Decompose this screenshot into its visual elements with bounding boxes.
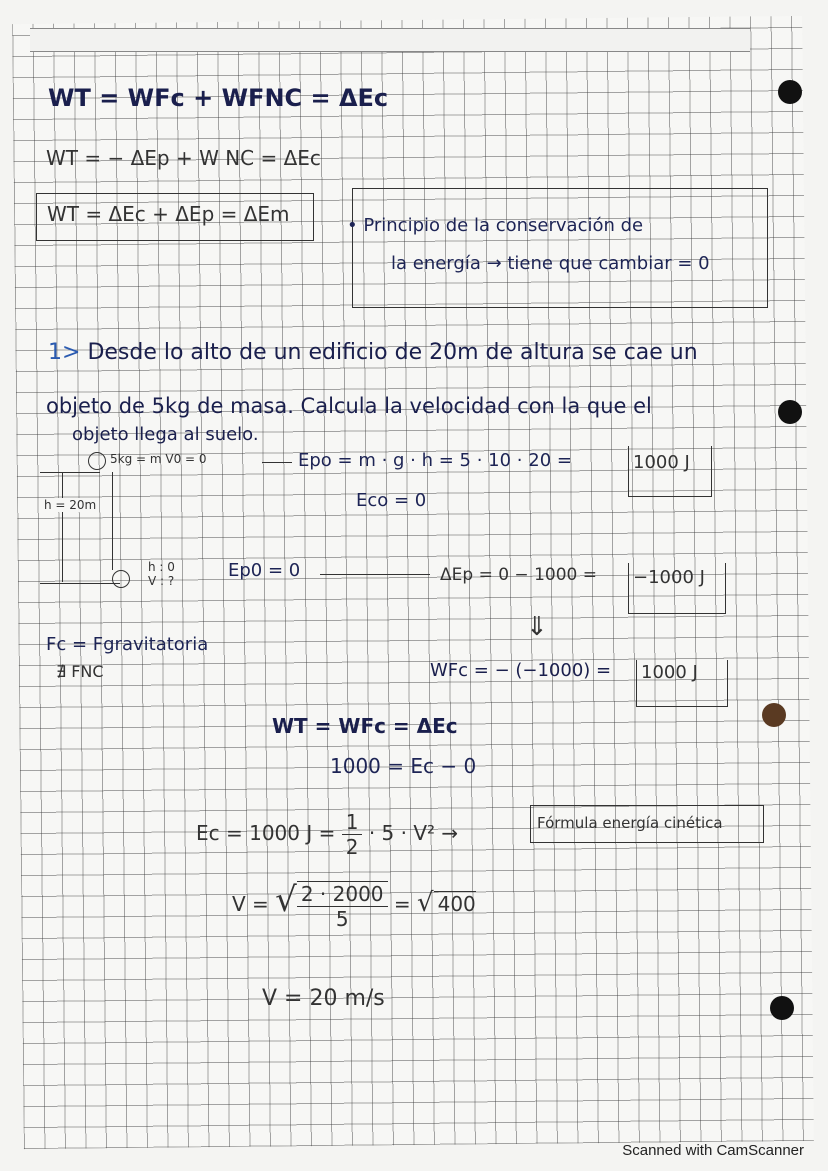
problem-number: 1> (48, 340, 81, 365)
ec-right: · 5 · V² → (368, 821, 459, 845)
epo-result: 1000 J (633, 452, 690, 473)
sqrt-icon: √ (275, 880, 297, 920)
fall-arrow (112, 472, 113, 570)
top-ground-line (40, 472, 100, 473)
object-bottom-circle (112, 570, 130, 588)
sqrt-numerator: 2 · 2000 (297, 881, 388, 907)
ground-line (40, 583, 120, 584)
problem-line-3: objeto llega al suelo. (72, 424, 259, 445)
wt-equation: WT = WFc = ΔEc (272, 714, 458, 738)
epo-result-box (628, 446, 712, 497)
epo-bottom: Ep0 = 0 (228, 560, 301, 581)
sqrt-icon: √ (417, 888, 434, 918)
final-velocity: V = 20 m/s (262, 986, 385, 1011)
binder-hole (770, 996, 794, 1020)
problem-line-2: objeto de 5kg de masa. Calcula la velocidad con la que el (46, 394, 652, 418)
sqrt-denominator: 5 (335, 906, 349, 931)
height-label: h = 20m (44, 498, 97, 512)
height-arrow (62, 472, 63, 582)
note-line-1: • Principio de la conservación de (347, 215, 644, 236)
fraction-numerator: 1 (342, 810, 363, 835)
v-equals: = (393, 892, 411, 916)
scanner-watermark: Scanned with CamScanner (622, 1142, 804, 1159)
energy-equation: 1000 = Ec − 0 (330, 754, 477, 778)
down-arrow-icon: ⇓ (526, 612, 548, 642)
formula-line-1: WT = WFc + WFNC = ΔEc (48, 84, 389, 112)
page-header-band (30, 28, 750, 52)
sqrt-fraction (297, 881, 388, 931)
note-box (347, 188, 768, 308)
fc-label: Fc = Fgravitatoria (46, 634, 209, 655)
binder-hole (778, 400, 802, 424)
ec-left: Ec = 1000 J = (196, 821, 336, 845)
epo-top: Epo = m · g · h = 5 · 10 · 20 = (298, 450, 572, 471)
eco: Eco = 0 (356, 490, 427, 511)
fraction-denominator: 2 (345, 835, 359, 859)
problem-line-1: Desde lo alto de un edificio de 20m de altura se cae un (87, 340, 698, 365)
boxed-formula (36, 193, 314, 241)
delta-ep-result-box (628, 563, 726, 614)
object-top-circle (88, 452, 106, 470)
diagram-top-label: 5kg = m V0 = 0 (110, 452, 207, 466)
velocity-equation (232, 880, 476, 931)
problem-statement (48, 340, 698, 365)
v-left: V = (232, 892, 269, 916)
arrow-line (262, 462, 292, 463)
binder-hole (762, 703, 786, 727)
boxed-formula-text: WT = ΔEc + ΔEp = ΔEm (47, 202, 290, 226)
formula-note: Fórmula energía cinética (537, 814, 723, 832)
sqrt-400: 400 (434, 891, 476, 916)
delta-ep: ΔEp = 0 − 1000 = (440, 565, 597, 585)
fnc-label: ∄ FNC (56, 662, 104, 681)
wfc: WFc = − (−1000) = (430, 660, 612, 681)
binder-hole (778, 80, 802, 104)
formula-note-box (530, 805, 764, 843)
wfc-result: 1000 J (641, 662, 698, 683)
one-half-fraction (342, 810, 363, 859)
kinetic-energy-equation (196, 810, 458, 859)
formula-line-2: WT = − ΔEp + W NC = ΔEc (46, 146, 321, 170)
wfc-result-box (636, 660, 728, 707)
diagram-bottom-v: V : ? (148, 574, 175, 588)
note-line-2: la energía → tiene que cambiar = 0 (391, 253, 710, 274)
connector-line (320, 574, 430, 575)
delta-ep-result: −1000 J (633, 567, 705, 588)
diagram-bottom-h: h : 0 (148, 560, 175, 574)
